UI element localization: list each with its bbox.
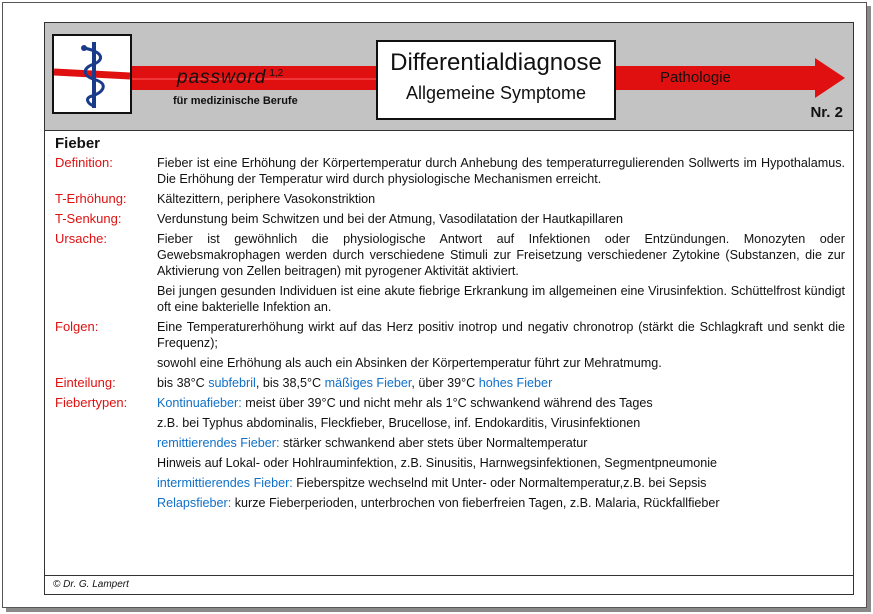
brand-name: password $^{1,2}$ — [177, 67, 284, 88]
text-folgen-2: sowohl eine Erhöhung als auch ein Absinken der Körpertemperatur führt zur Mehratmumg. — [157, 356, 662, 370]
label-t-senkung: T-Senkung: — [55, 211, 122, 226]
term-maessiges-fieber: mäßiges Fieber — [324, 376, 412, 390]
footer-divider — [45, 575, 853, 576]
text-t-erhoehung: Kältezittern, periphere Vasokonstriktion — [157, 192, 376, 206]
brand-subtitle: für medizinische Berufe — [173, 95, 298, 107]
content — [55, 136, 845, 515]
text-kontinua-example: z.B. bei Typhus abdominalis, Fleckfieber, Brucellose, inf. Endokarditis, Virusinfektionen — [157, 416, 641, 430]
card-frame — [2, 2, 867, 608]
row-kontinua-example — [55, 415, 845, 431]
row-intermittierend — [55, 475, 845, 491]
header-banner — [45, 23, 853, 131]
row-einteilung — [55, 375, 845, 391]
row-relapsfieber — [55, 495, 845, 511]
label-folgen: Folgen: — [55, 319, 99, 334]
row-t-senkung — [55, 211, 845, 227]
row-remittierend-example — [55, 455, 845, 471]
label-ursache: Ursache: — [55, 231, 108, 246]
term-kontinuafieber: Kontinuafieber: — [157, 396, 242, 410]
term-intermittierendes-fieber: intermittierendes Fieber: — [157, 476, 293, 490]
card-inner — [44, 22, 854, 595]
term-hohes-fieber: hohes Fieber — [478, 376, 553, 390]
text-ursache-2: Bei jungen gesunden Individuen ist eine akute fiebrige Erkrankung im allgemeinen eine Virusinfektion. Schüttelfrost kündigt oft eine bakterielle Infektion an. — [157, 284, 845, 314]
text-kontinuafieber: Kontinuafieber: meist über 39°C und nicht mehr als 1°C schwankend während des Tages — [157, 396, 653, 410]
text-remittierend-example: Hinweis auf Lokal- oder Hohlrauminfektion, z.B. Sinusitis, Harnwegsinfektionen, Segmentpneumonie — [157, 456, 718, 470]
text-t-senkung: Verdunstung beim Schwitzen und bei der Atmung, Vasodilatation der Hautkapillaren — [157, 212, 624, 226]
category-label: Pathologie — [660, 69, 731, 86]
text-einteilung: bis 38°C subfebril, bis 38,5°C mäßiges Fieber, über 39°C hohes Fieber — [157, 376, 553, 390]
text-definition: Fieber ist eine Erhöhung der Körpertemperatur durch Anhebung des temperaturregulierenden Sollwerts im Hypothalamus. Die Erhöhung der Temperatur wird durch physiologische Mechanismen erreicht. — [157, 156, 845, 186]
row-folgen-2 — [55, 355, 845, 371]
text-ursache: Fieber ist gewöhnlich die physiologische Antwort auf Infektionen oder Entzündungen. Monozyten oder Gewebsmakrophagen werden durch verschiedene Stimuli zur Freisetzung verschiedener Zytokine (Substanzen, die zur Aktivierung von Zellen beitragen) mit pyrogener Aktivität aktiviert. — [157, 232, 845, 278]
page-subtitle: Allgemeine Symptome — [405, 83, 587, 103]
row-fiebertypen — [55, 395, 845, 411]
title-box — [376, 40, 616, 120]
logo — [52, 34, 132, 114]
page-title: Differentialdiagnose — [390, 49, 602, 76]
term-subfebril: subfebril — [208, 376, 256, 390]
term-relapsfieber: Relapsfieber: — [157, 496, 232, 510]
row-remittierend — [55, 435, 845, 451]
text-remittierend: remittierendes Fieber: stärker schwankend aber stets über Normaltemperatur — [157, 436, 588, 450]
text-relapsfieber: Relapsfieber: kurze Fieberperioden, unterbrochen von fieberfreien Tagen, z.B. Malaria, Rückfallfieber — [157, 496, 720, 510]
text-folgen: Eine Temperaturerhöhung wirkt auf das Herz positiv inotrop und negativ chronotrop (stärkt die Schlagkraft und senkt die Frequenz); — [157, 320, 845, 350]
label-definition: Definition: — [55, 155, 113, 170]
row-ursache-2 — [55, 283, 845, 315]
row-definition — [55, 155, 845, 187]
label-t-erhoehung: T-Erhöhung: — [55, 191, 127, 206]
label-einteilung: Einteilung: — [55, 375, 116, 390]
term-remittierendes-fieber: remittierendes Fieber: — [157, 436, 280, 450]
caduceus-icon — [54, 36, 130, 112]
row-folgen — [55, 319, 845, 351]
copyright: © Dr. G. Lampert — [53, 579, 129, 590]
section-title: Fieber — [55, 135, 101, 152]
card-number: Nr. 2 — [810, 104, 843, 121]
row-t-erhoehung — [55, 191, 845, 207]
row-ursache — [55, 231, 845, 279]
label-fiebertypen: Fiebertypen: — [55, 395, 128, 410]
text-intermittierend: intermittierendes Fieber: Fieberspitze wechselnd mit Unter- oder Normaltemperatur,z.B. bei Sepsis — [157, 476, 707, 490]
